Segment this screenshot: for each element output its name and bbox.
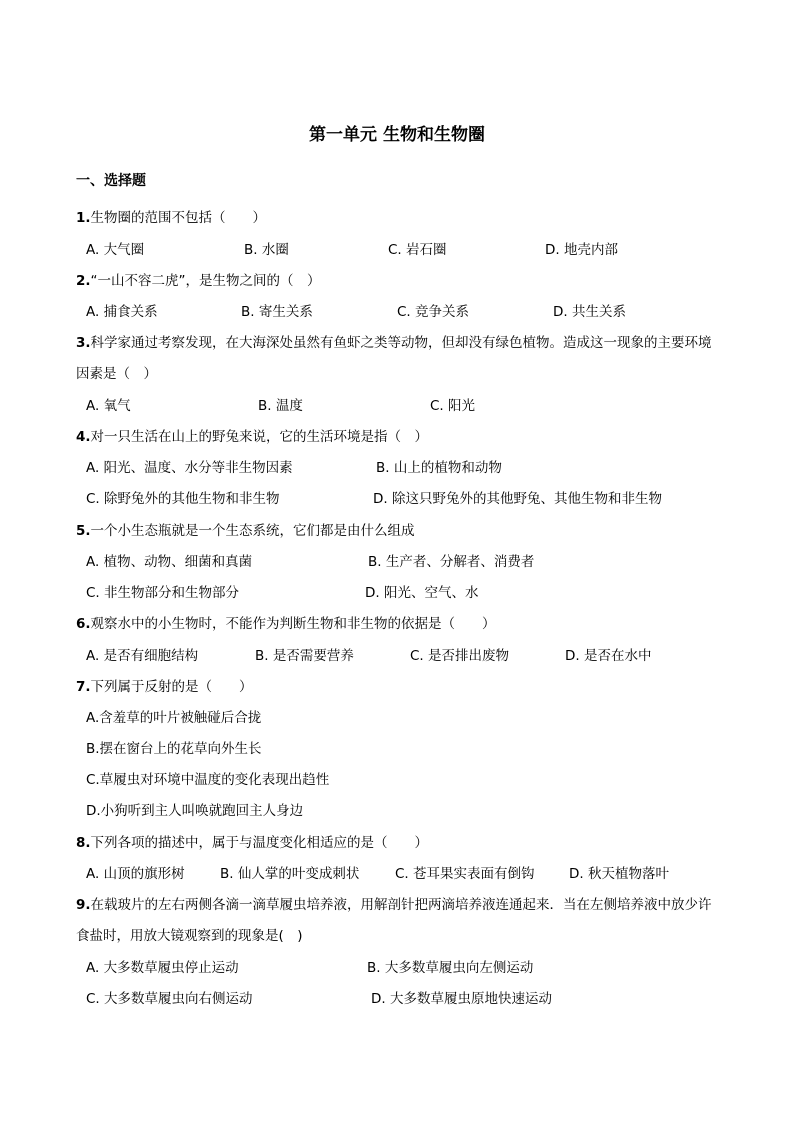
option-b: B. 大多数草履虫向左侧运动 <box>367 960 534 976</box>
option-a: A.含羞草的叶片被触碰后合拢 <box>86 710 262 726</box>
question-9 <box>76 890 724 952</box>
question-number: 3. <box>76 335 91 351</box>
option-c: C. 大多数草履虫向右侧运动 <box>86 991 253 1007</box>
option-a: A. 大多数草履虫停止运动 <box>86 960 239 976</box>
option-c: C.草履虫对环境中温度的变化表现出趋性 <box>86 772 330 788</box>
question-4 <box>76 426 724 448</box>
option-a: A. 是否有细胞结构 <box>86 648 199 664</box>
question-number: 5. <box>76 523 91 539</box>
option-c: C. 是否排出废物 <box>410 648 510 664</box>
option-a: A. 山顶的旗形树 <box>86 866 185 882</box>
option-d: D. 秋天植物落叶 <box>569 866 669 882</box>
question-7 <box>76 676 724 698</box>
question-number: 6. <box>76 616 91 632</box>
option-d: D. 阳光、空气、水 <box>365 585 479 601</box>
question-2 <box>76 270 724 292</box>
question-text: 对一只生活在山上的野兔来说，它的生活环境是指（ ） <box>90 429 429 445</box>
question-text: 下列各项的描述中，属于与温度变化相适应的是（ ） <box>90 835 429 851</box>
option-d: D. 除这只野兔外的其他野兔、其他生物和非生物 <box>373 491 662 507</box>
option-a: A. 大气圈 <box>86 242 145 258</box>
option-a: A. 植物、动物、细菌和真菌 <box>86 554 253 570</box>
question-number: 7. <box>76 679 91 695</box>
option-d: D. 大多数草履虫原地快速运动 <box>371 991 552 1007</box>
question-text: 一个小生态瓶就是一个生态系统，它们都是由什么组成 <box>90 523 415 539</box>
question-text: 在载玻片的左右两侧各滴一滴草履虫培养液，用解剖针把两滴培养液连通起来．当在左侧培养液中放少许食盐时，用放大镜观察到的现象是( ) <box>76 897 712 944</box>
option-b: B. 山上的植物和动物 <box>376 460 502 476</box>
option-c: C. 阳光 <box>430 398 476 414</box>
option-b: B. 寄生关系 <box>241 304 313 320</box>
question-5 <box>76 520 724 542</box>
option-d: D. 共生关系 <box>553 304 626 320</box>
option-a: A. 捕食关系 <box>86 304 158 320</box>
question-number: 8. <box>76 835 91 851</box>
question-3 <box>76 328 724 390</box>
option-c: C. 竞争关系 <box>397 304 470 320</box>
option-d: D.小狗听到主人叫唤就跑回主人身边 <box>86 803 304 819</box>
page-title: 第一单元 生物和生物圈 <box>309 125 485 145</box>
question-6 <box>76 613 724 635</box>
option-b: B. 仙人掌的叶变成刺状 <box>220 866 360 882</box>
question-text: 科学家通过考察发现，在大海深处虽然有鱼虾之类等动物，但却没有绿色植物。造成这一现象的主要环境因素是（ ） <box>76 335 712 382</box>
question-number: 4. <box>76 429 91 445</box>
option-d: D. 是否在水中 <box>565 648 652 664</box>
option-b: B. 是否需要营养 <box>255 648 354 664</box>
option-c: C. 除野兔外的其他生物和非生物 <box>86 491 280 507</box>
option-c: C. 苍耳果实表面有倒钩 <box>395 866 535 882</box>
question-text: 下列属于反射的是（ ） <box>90 679 253 695</box>
option-c: C. 岩石圈 <box>388 242 447 258</box>
question-number: 9. <box>76 897 91 913</box>
option-b: B. 水圈 <box>244 242 289 258</box>
option-c: C. 非生物部分和生物部分 <box>86 585 240 601</box>
question-number: 2. <box>76 273 91 289</box>
question-text: 观察水中的小生物时，不能作为判断生物和非生物的依据是（ ） <box>90 616 496 632</box>
option-a: A. 氧气 <box>86 398 131 414</box>
question-8 <box>76 832 724 854</box>
option-b: B.摆在窗台上的花草向外生长 <box>86 741 262 757</box>
section-heading: 一、选择题 <box>76 173 146 189</box>
question-number: 1. <box>76 210 91 226</box>
option-b: B. 温度 <box>258 398 303 414</box>
question-text: “一山不容二虎”，是生物之间的（ ） <box>90 273 321 289</box>
question-text: 生物圈的范围不包括（ ） <box>90 210 267 226</box>
option-a: A. 阳光、温度、水分等非生物因素 <box>86 460 293 476</box>
option-d: D. 地壳内部 <box>545 242 618 258</box>
option-b: B. 生产者、分解者、消费者 <box>368 554 535 570</box>
question-1 <box>76 207 724 229</box>
